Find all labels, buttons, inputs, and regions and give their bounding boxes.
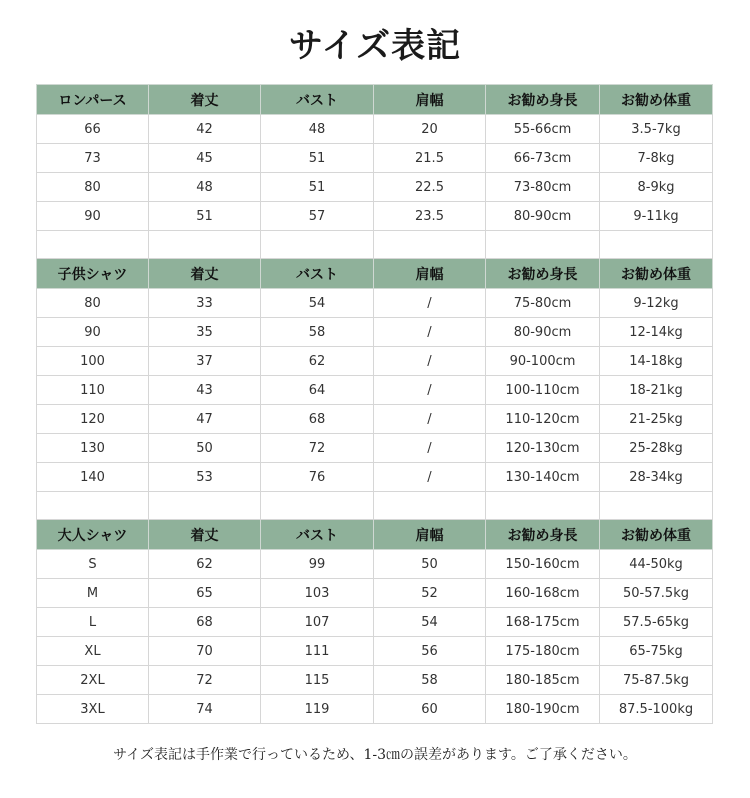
table-cell: 90 [37, 202, 149, 231]
table-cell: 103 [261, 579, 374, 608]
section-header-row [37, 259, 713, 289]
table-cell: / [374, 405, 486, 434]
column-header: 肩幅 [374, 259, 486, 289]
table-cell: 33 [149, 289, 261, 318]
table-cell: 21-25kg [600, 405, 713, 434]
table-row [37, 347, 713, 376]
table-row [37, 202, 713, 231]
column-header: 肩幅 [374, 85, 486, 115]
table-row [37, 463, 713, 492]
table-cell: 111 [261, 637, 374, 666]
table-cell: 37 [149, 347, 261, 376]
table-cell: 160-168cm [486, 579, 600, 608]
table-cell: 90 [37, 318, 149, 347]
spacer-cell [261, 492, 374, 520]
table-cell: 119 [261, 695, 374, 724]
table-cell: 58 [374, 666, 486, 695]
table-cell: 180-185cm [486, 666, 600, 695]
section-header-row [37, 520, 713, 550]
table-row [37, 579, 713, 608]
spacer-cell [261, 231, 374, 259]
table-row [37, 144, 713, 173]
table-cell: 68 [149, 608, 261, 637]
table-row [37, 376, 713, 405]
table-row [37, 550, 713, 579]
table-cell: S [37, 550, 149, 579]
spacer-cell [149, 492, 261, 520]
column-header: 子供シャツ [37, 259, 149, 289]
table-cell: / [374, 347, 486, 376]
table-cell: 8-9kg [600, 173, 713, 202]
table-cell: 57 [261, 202, 374, 231]
page-title: サイズ表記 [288, 26, 462, 66]
table-cell: 3.5-7kg [600, 115, 713, 144]
spacer-cell [374, 231, 486, 259]
table-cell: 72 [261, 434, 374, 463]
table-row [37, 405, 713, 434]
size-table-body [37, 85, 713, 724]
table-cell: 62 [149, 550, 261, 579]
table-cell: / [374, 463, 486, 492]
column-header: 肩幅 [374, 520, 486, 550]
table-cell: 14-18kg [600, 347, 713, 376]
table-cell: 25-28kg [600, 434, 713, 463]
table-cell: 80-90cm [486, 318, 600, 347]
column-header: 着丈 [149, 85, 261, 115]
table-cell: 130 [37, 434, 149, 463]
column-header: お勧め体重 [600, 85, 713, 115]
table-row [37, 695, 713, 724]
column-header: バスト [261, 259, 374, 289]
column-header: お勧め身長 [486, 259, 600, 289]
table-cell: L [37, 608, 149, 637]
table-cell: 50 [374, 550, 486, 579]
section-spacer-row [37, 492, 713, 520]
table-row [37, 318, 713, 347]
column-header: お勧め体重 [600, 520, 713, 550]
table-cell: 80 [37, 289, 149, 318]
table-cell: 12-14kg [600, 318, 713, 347]
table-cell: 110 [37, 376, 149, 405]
table-cell: 62 [261, 347, 374, 376]
table-cell: 58 [261, 318, 374, 347]
table-cell: 18-21kg [600, 376, 713, 405]
section-header-row [37, 85, 713, 115]
table-cell: 100-110cm [486, 376, 600, 405]
table-cell: 75-80cm [486, 289, 600, 318]
table-cell: 48 [149, 173, 261, 202]
table-cell: 50-57.5kg [600, 579, 713, 608]
table-row [37, 666, 713, 695]
spacer-cell [600, 231, 713, 259]
column-header: 着丈 [149, 520, 261, 550]
table-cell: 54 [261, 289, 374, 318]
table-cell: 54 [374, 608, 486, 637]
table-cell: 51 [261, 173, 374, 202]
table-cell: / [374, 318, 486, 347]
table-row [37, 289, 713, 318]
disclaimer-note: サイズ表記は手作業で行っているため、1-3㎝の誤差があります。ご了承ください。 [113, 747, 637, 763]
table-cell: M [37, 579, 149, 608]
spacer-cell [374, 492, 486, 520]
section-spacer-row [37, 231, 713, 259]
table-cell: 21.5 [374, 144, 486, 173]
spacer-cell [37, 231, 149, 259]
table-cell: 28-34kg [600, 463, 713, 492]
spacer-cell [37, 492, 149, 520]
table-cell: 44-50kg [600, 550, 713, 579]
table-cell: 175-180cm [486, 637, 600, 666]
table-row [37, 637, 713, 666]
table-cell: XL [37, 637, 149, 666]
spacer-cell [149, 231, 261, 259]
table-cell: 76 [261, 463, 374, 492]
table-row [37, 434, 713, 463]
column-header: バスト [261, 85, 374, 115]
table-cell: 65 [149, 579, 261, 608]
table-cell: 72 [149, 666, 261, 695]
table-cell: 50 [149, 434, 261, 463]
table-cell: 115 [261, 666, 374, 695]
table-cell: 74 [149, 695, 261, 724]
table-cell: 47 [149, 405, 261, 434]
column-header: ロンパース [37, 85, 149, 115]
spacer-cell [600, 492, 713, 520]
table-cell: 2XL [37, 666, 149, 695]
table-cell: 66-73cm [486, 144, 600, 173]
column-header: 着丈 [149, 259, 261, 289]
table-cell: 65-75kg [600, 637, 713, 666]
table-cell: 73 [37, 144, 149, 173]
table-cell: 87.5-100kg [600, 695, 713, 724]
table-cell: 80 [37, 173, 149, 202]
table-cell: 68 [261, 405, 374, 434]
table-row [37, 173, 713, 202]
table-cell: 100 [37, 347, 149, 376]
table-cell: 130-140cm [486, 463, 600, 492]
table-cell: 56 [374, 637, 486, 666]
table-cell: 51 [149, 202, 261, 231]
table-cell: 60 [374, 695, 486, 724]
column-header: バスト [261, 520, 374, 550]
table-cell: 22.5 [374, 173, 486, 202]
table-row [37, 608, 713, 637]
table-cell: 45 [149, 144, 261, 173]
table-cell: 7-8kg [600, 144, 713, 173]
table-cell: 180-190cm [486, 695, 600, 724]
table-cell: 75-87.5kg [600, 666, 713, 695]
table-cell: 35 [149, 318, 261, 347]
size-table [36, 84, 713, 724]
table-cell: 51 [261, 144, 374, 173]
table-cell: 42 [149, 115, 261, 144]
table-cell: 73-80cm [486, 173, 600, 202]
table-cell: 120-130cm [486, 434, 600, 463]
table-cell: 99 [261, 550, 374, 579]
table-cell: 3XL [37, 695, 149, 724]
table-cell: 107 [261, 608, 374, 637]
table-cell: 66 [37, 115, 149, 144]
column-header: お勧め身長 [486, 85, 600, 115]
table-cell: 20 [374, 115, 486, 144]
table-cell: 90-100cm [486, 347, 600, 376]
table-cell: 140 [37, 463, 149, 492]
table-cell: 80-90cm [486, 202, 600, 231]
table-cell: / [374, 434, 486, 463]
table-cell: 57.5-65kg [600, 608, 713, 637]
spacer-cell [486, 492, 600, 520]
table-cell: / [374, 376, 486, 405]
table-cell: 53 [149, 463, 261, 492]
table-cell: 120 [37, 405, 149, 434]
column-header: お勧め身長 [486, 520, 600, 550]
table-cell: / [374, 289, 486, 318]
column-header: 大人シャツ [37, 520, 149, 550]
table-cell: 9-12kg [600, 289, 713, 318]
table-cell: 64 [261, 376, 374, 405]
column-header: お勧め体重 [600, 259, 713, 289]
table-cell: 52 [374, 579, 486, 608]
table-cell: 43 [149, 376, 261, 405]
table-cell: 9-11kg [600, 202, 713, 231]
table-cell: 48 [261, 115, 374, 144]
table-cell: 168-175cm [486, 608, 600, 637]
table-row [37, 115, 713, 144]
table-cell: 150-160cm [486, 550, 600, 579]
table-cell: 70 [149, 637, 261, 666]
table-cell: 23.5 [374, 202, 486, 231]
table-cell: 110-120cm [486, 405, 600, 434]
spacer-cell [486, 231, 600, 259]
table-cell: 55-66cm [486, 115, 600, 144]
